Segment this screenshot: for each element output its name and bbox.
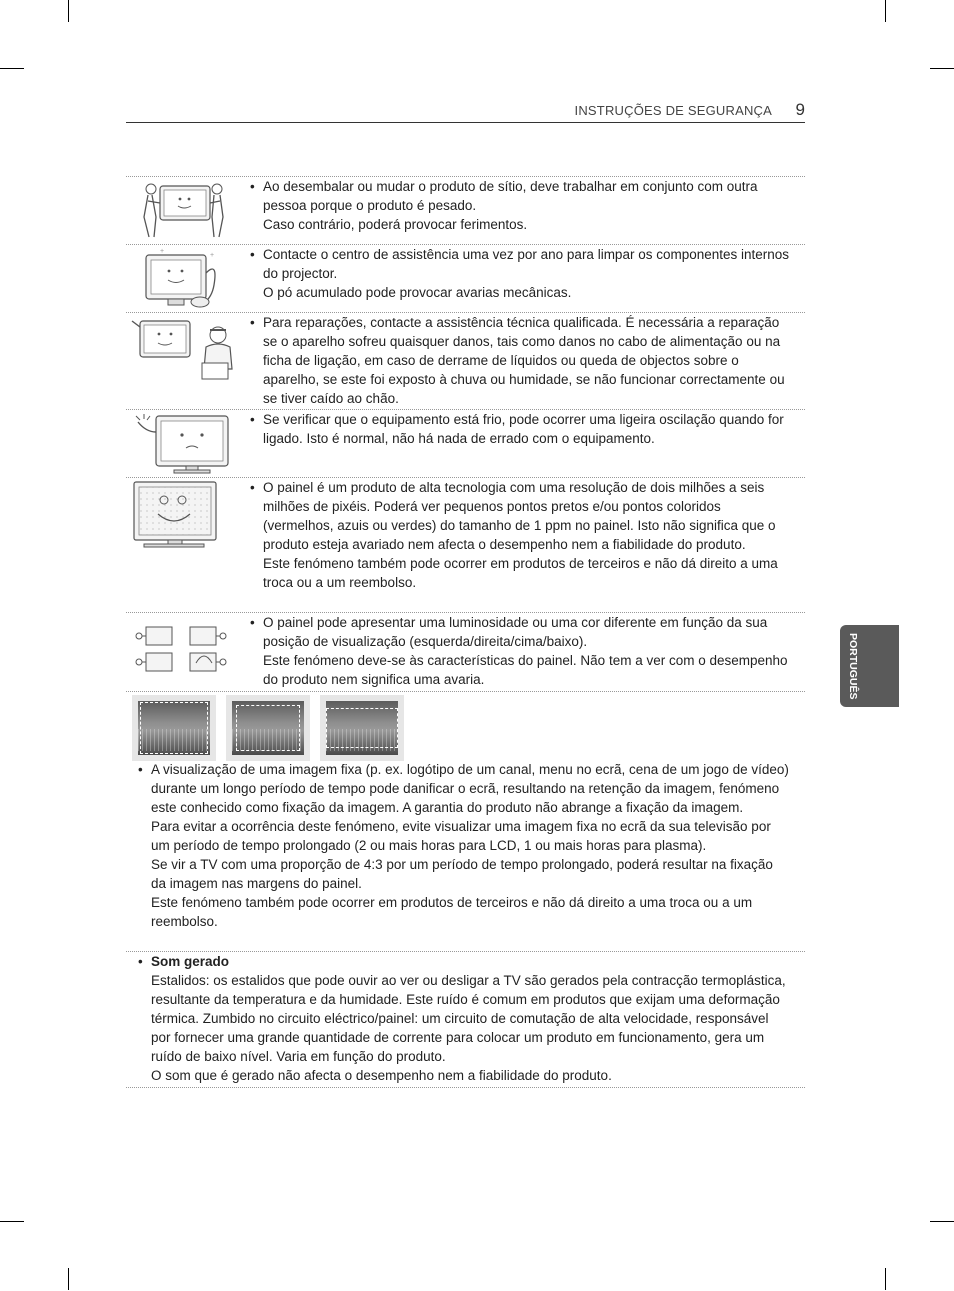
row-paragraph: Este fenómeno também pode ocorrer em produtos de terceiros e não dá direito a uma troca ou a um reembolso. [263,556,778,590]
crop-mark [930,1221,954,1222]
crop-mark [885,1268,886,1290]
inner-frame-thumbnail [226,695,310,761]
language-tab-label: PORTUGUÊS [847,632,859,700]
svg-text:+: + [210,252,215,259]
safety-row [126,613,805,692]
bullet: • [250,179,255,194]
retention-paragraph: A visualização de uma imagem fixa (p. ex. logótipo de um canal, menu no ecrã, cena de um jogo de vídeo) durante um longo período de tempo pode danificar o ecrã, resultando na retenção da imagem, fenómeno este conhecido como fixação da imagem. A garantia do produto não abrange a fixação da imagem. [151,762,789,815]
crop-mark [885,0,886,22]
row-paragraph: O painel é um produto de alta tecnologia com uma resolução de dois milhões a seis milhões de pixéis. Poderá ver pequenos pontos pretos e/ou pontos coloridos (vermelhos, azuis ou verdes) do tamanho de 1 ppm no painel. Isto não significa que o produto esteja avariado nem afecta o desempenho nem a fiabilidade do produto. [263,480,776,552]
image-retention-section [138,760,790,931]
page-header [126,98,805,123]
bullet: • [250,480,255,495]
retention-paragraph: Para evitar a ocorrência deste fenómeno, evite visualizar uma imagem fixa no ecrã da sua televisão por um período de tempo prolongado (2 ou mais horas para LCD, 1 ou mais horas para plasma). [151,819,771,853]
tv-carried-by-two-people-icon [126,177,244,244]
divider [126,1087,805,1088]
row-paragraph: O painel pode apresentar uma luminosidade ou uma cor diferente em função da sua posição de visualização (esquerda/direita/cima/baixo). [263,615,768,649]
generated-sound-section [138,952,790,1085]
safety-row [126,177,805,245]
crop-mark [930,68,954,69]
safety-row [126,410,805,478]
bullet: • [250,412,255,427]
row-paragraph: O pó acumulado pode provocar avarias mecânicas. [263,285,572,300]
bullet: • [138,954,143,969]
svg-text:+: + [160,248,165,255]
safety-row [126,245,805,313]
safety-row [126,478,805,613]
row-paragraph: Contacte o centro de assistência uma vez por ano para limpar os componentes internos do projector. [263,247,790,281]
crop-mark [0,1221,24,1222]
bullet: • [250,615,255,630]
crop-mark [68,1268,69,1290]
crop-mark [0,68,24,69]
retention-paragraph: Se vir a TV com uma proporção de 4:3 por um período de tempo prolongado, poderá resultar na fixação da imagem nas margens do painel. [151,857,773,891]
bullet: • [250,315,255,330]
row-paragraph: Para reparações, contacte a assistência técnica qualificada. É necessária a reparação se o aparelho sofreu quaisquer danos, tais como danos no cabo de alimentação ou na ficha de ligação, em caso de derrame de líquidos ou queda de objectos sobre o aparelho, se este foi exposto à chuva ou humidade, se não funcionar correctamente ou se tiver caído ao chão. [263,315,785,406]
sound-paragraph: O som que é gerado não afecta o desempenho nem a fiabilidade do produto. [151,1068,612,1083]
tv-pixel-dots-icon [126,478,244,612]
row-paragraph: Ao desembalar ou mudar o produto de sítio, deve trabalhar em conjunto com outra pessoa porque o produto é pesado. [263,179,758,213]
page-number: 9 [795,100,805,119]
cold-tv-shiver-icon [126,410,244,477]
bullet: • [250,247,255,262]
language-tab [840,625,899,707]
retention-paragraph: Este fenómeno também pode ocorrer em produtos de terceiros e não dá direito a uma troca ou a um reembolso. [151,895,753,929]
row-paragraph: Se verificar que o equipamento está frio, pode ocorrer uma ligeira oscilação quando for ligado. Isto é normal, não há nada de errado com o equipamento. [263,412,784,446]
section-title: INSTRUÇÕES DE SEGURANÇA [574,103,772,118]
tv-cleaning-vacuum-icon [126,245,244,312]
crop-mark [68,0,69,22]
sound-paragraph: Estalidos: os estalidos que pode ouvir ao ver ou desligar a TV são gerados pela contracção termoplástica, resultante da temperatura e da humidade. Este ruído é comum em produtos que exijam uma deformação térmica. Zumbido no circuito eléctrico/painel: um circuito de comutação de alta velocidade, responsável por fornecer uma grande quantidade de corrente para colocar um produto em funcionamento, gera um ruído de baixo nível. Varia em função do produto. [151,973,786,1064]
row-paragraph: Caso contrário, poderá provocar ferimentos. [263,217,528,232]
safety-row [126,313,805,410]
section-heading: Som gerado [151,954,230,969]
letterbox-frame-thumbnail [320,695,404,761]
row-paragraph: Este fenómeno deve-se às características do painel. Não tem a ver com o desempenho do produto nem significa uma avaria. [263,653,788,687]
tv-repair-technician-icon [126,313,244,409]
wide-frame-thumbnail [132,695,216,761]
tv-viewing-angles-icon [126,613,244,691]
bullet: • [138,762,143,777]
